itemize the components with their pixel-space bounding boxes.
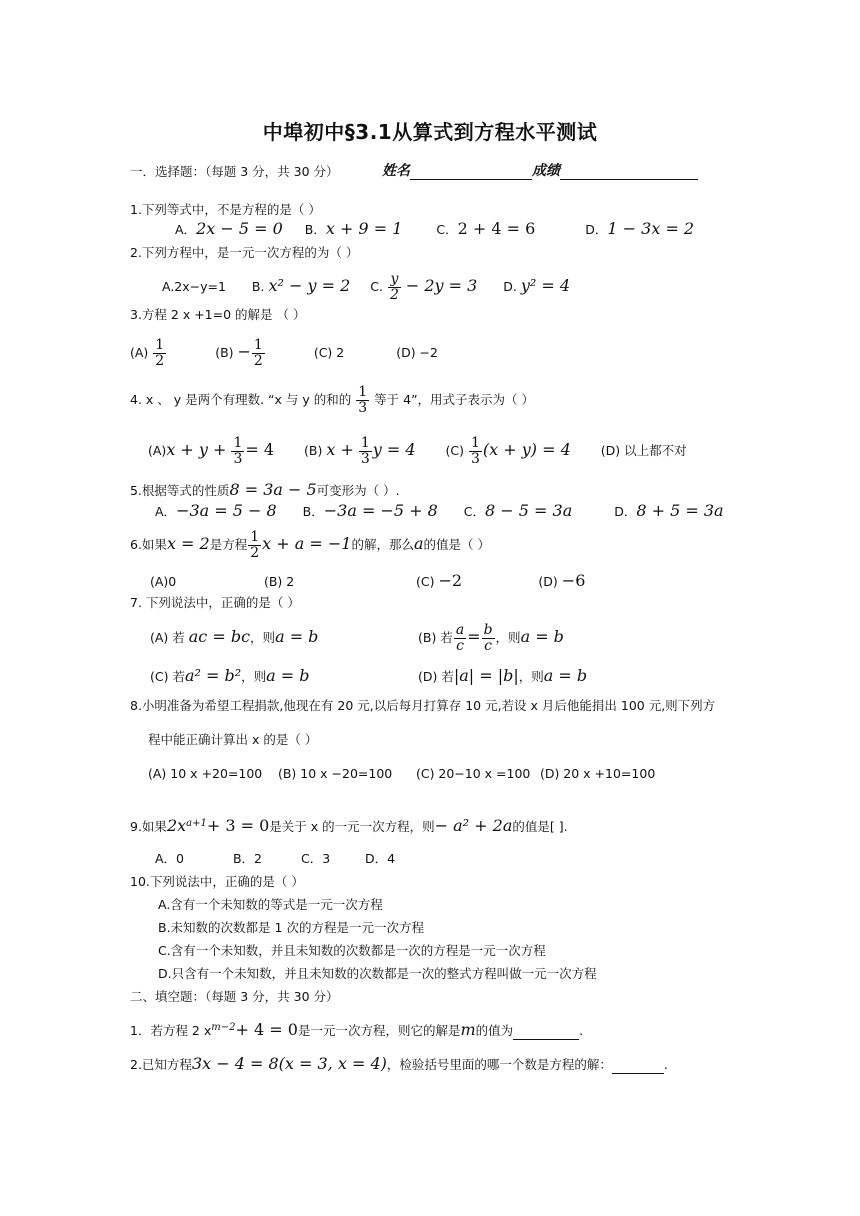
q9-opt-c: C．3	[300, 851, 331, 866]
q5-stem-expr: 8 = 3a − 5	[229, 480, 317, 499]
q9-options	[155, 850, 395, 868]
name-blank[interactable]	[410, 165, 532, 180]
section1-heading: 一．选择题：（每题 3 分，共 30 分）	[130, 164, 339, 179]
q7-opt-a-row	[150, 617, 318, 657]
score-blank[interactable]	[560, 165, 698, 180]
fill1-mid: 是一元一次方程，则它的解是	[297, 1023, 461, 1039]
name-field	[382, 162, 698, 180]
q1-opt-a-expr: 2x − 5 = 0	[196, 219, 283, 238]
q7-opt-c: (C) 若	[150, 669, 185, 684]
q4-opt-a: (A)	[148, 443, 167, 458]
q5-opt-c-expr: 8 − 5 = 3a	[485, 501, 573, 520]
q6-opt-b: (B) 2	[263, 574, 295, 589]
q8-line1: 8.小明准备为希望工程捐款,他现在有 20 元,以后每月打算存 10 元,若设 x 月后他能捐出 100 元,则下列方	[130, 698, 716, 713]
fill1-answer-blank[interactable]	[513, 1025, 579, 1040]
q3-opt-b-fraction: $\frac{1}{2}$	[253, 337, 263, 369]
q5-opt-b: B．	[302, 504, 324, 519]
q9-stem-expr3: − a² + 2a	[434, 816, 513, 836]
fill1-end: .	[579, 1023, 584, 1039]
q1-options	[175, 220, 694, 239]
q9-stem-expr2: + 3 = 0	[206, 816, 270, 836]
q3-stem: 3.方程 2 x +1=0 的解是 （ ）	[130, 307, 306, 322]
q6-stem-a: a	[413, 534, 424, 553]
q5-stem-text-end: 可变形为（ ）.	[316, 483, 400, 498]
fill2	[130, 1055, 668, 1074]
q10-opt-d: D.只含有一个未知数，并且未知数的次数都是一次的整式方程叫做一元一次方程	[158, 966, 597, 981]
q6-stem-text: 6.如果	[130, 537, 167, 552]
q10-opt-b: B.未知数的次数都是 1 次的方程是一元一次方程	[158, 920, 424, 935]
q9-opt-a: A．0	[155, 851, 185, 866]
q8-line2: 程中能正确计算出 x 的是（ ）	[148, 732, 318, 747]
q4-opt-c: (C)	[445, 443, 464, 458]
q8-opt-c: (C) 20−10 x =100	[415, 766, 531, 781]
q6-stem-end: 的值是（ ）	[423, 537, 491, 552]
fill1-post: 的值为	[475, 1023, 514, 1039]
q6-opt-d: (D)	[538, 574, 558, 589]
q5-opt-c: C．	[463, 504, 485, 519]
q6-opt-c-expr: −2	[438, 571, 463, 590]
q2-stem: 2.下列方程中，是一元一次方程的为（ ）	[130, 245, 359, 260]
q5-opt-a: A．	[155, 504, 177, 519]
q4-stem	[130, 380, 534, 420]
q7-opt-d-res: a = b	[543, 666, 588, 685]
fill1-expr: + 4 = 0	[235, 1020, 298, 1040]
q1-opt-c-expr: 2 + 4 = 6	[457, 219, 536, 238]
q4-opt-d: (D) 以上都不对	[600, 443, 687, 458]
q7-opt-c-then: ，则	[241, 669, 267, 684]
q3-opt-c: (C) 2	[313, 345, 345, 360]
q6-opt-d-expr: −6	[561, 571, 586, 590]
q5-opt-a-expr: −3a = 5 − 8	[176, 501, 277, 520]
q6-stem-fraction: $\frac{1}{2}$	[250, 529, 260, 561]
q2-options	[162, 268, 570, 304]
q4-opt-a-fraction: $\frac{1}{3}$	[233, 435, 243, 467]
q2-opt-c-fraction: $\frac{y}{2}$	[389, 271, 399, 303]
q2-opt-d: D.	[503, 279, 517, 294]
q8-opt-d: (D) 20 x +10=100	[539, 766, 656, 781]
q10-opt-c: C.含有一个未知数，并且未知数的次数都是一次的方程是一元一次方程	[158, 943, 546, 958]
q4-opt-a-expr-end: = 4	[245, 440, 275, 459]
q7-opt-b: (B) 若	[418, 630, 453, 645]
q2-opt-c-expr: − 2y = 3	[405, 276, 478, 295]
q3-opt-b: (B)	[215, 345, 234, 360]
name-label: 姓名	[382, 163, 410, 179]
fill2-end: .	[663, 1057, 668, 1072]
q3-opt-a-fraction: $\frac{1}{2}$	[155, 337, 165, 369]
q7-opt-a-expr: ac = bc	[188, 627, 251, 646]
q9-opt-d: D．4	[364, 851, 396, 866]
q7-opt-d-expr: |a| = |b|	[453, 666, 519, 685]
q6-opt-a: (A)0	[150, 574, 177, 589]
q6-stem	[130, 524, 490, 564]
q1-opt-c: C．	[436, 222, 458, 237]
q7-opt-b-frac2: $\frac{b}{c}$	[483, 622, 493, 654]
q5-options	[155, 502, 724, 521]
q1-opt-a: A．	[175, 222, 197, 237]
q7-opt-b-res: a = b	[520, 627, 564, 646]
page-title: 中埠初中§3.1从算式到方程水平测试	[262, 120, 598, 144]
fill2-text: 2.已知方程	[130, 1057, 192, 1072]
fill1-exponent: m−2	[211, 1022, 236, 1033]
q7-opt-a-res: a = b	[275, 627, 319, 646]
q4-stem-text: 4. x 、 y 是两个有理数. “x 与 y 的和的	[130, 392, 352, 407]
q1-opt-b-expr: x + 9 = 1	[325, 219, 403, 238]
q9-stem-mid: 是关于 x 的一元一次方程，则	[269, 819, 435, 835]
q5-opt-d-expr: 8 + 5 = 3a	[636, 501, 724, 520]
q2-opt-a: A.2x−y=1	[162, 279, 226, 294]
section2-heading: 二、填空题：（每题 3 分，共 30 分）	[130, 989, 339, 1004]
q4-opt-b-expr-end: y = 4	[372, 440, 416, 459]
q10-opt-a: A.含有一个未知数的等式是一元一次方程	[158, 897, 383, 912]
q8-opt-a: (A) 10 x +20=100	[148, 766, 263, 781]
q9-stem	[130, 815, 568, 836]
q4-opt-c-expr: (x + y) = 4	[482, 440, 571, 459]
q3-opt-d: (D) −2	[396, 345, 438, 360]
q9-stem-exponent: a+1	[186, 818, 207, 829]
fill2-answer-blank[interactable]	[612, 1059, 664, 1074]
fill2-mid: ，检验括号里面的哪一个数是方程的解：	[386, 1057, 612, 1072]
q2-opt-d-expr: y² = 4	[520, 276, 571, 295]
q7-opt-b-frac1: $\frac{a}{c}$	[455, 622, 465, 654]
q7-opt-b-eq: =	[467, 627, 481, 646]
q7-opt-d-then: ，则	[518, 669, 544, 684]
q9-stem-post: 的值是[ ].	[512, 819, 568, 835]
q9-stem-expr: 2x	[166, 816, 187, 836]
q7-opt-d-row	[418, 667, 587, 686]
q1-opt-b: B．	[304, 222, 326, 237]
q2-opt-b: B.	[251, 279, 265, 294]
q4-opt-b: (B)	[304, 443, 323, 458]
q2-opt-c: C.	[370, 279, 383, 294]
q2-opt-b-expr: x² − y = 2	[268, 276, 351, 295]
q4-opt-b-fraction: $\frac{1}{3}$	[360, 435, 370, 467]
q9-opt-b: B．2	[232, 851, 263, 866]
q3-opt-b-sign: −	[237, 342, 251, 361]
fill1	[130, 1019, 583, 1040]
fill2-expr: 3x − 4 = 8(x = 3, x = 4)	[191, 1054, 387, 1073]
q3-opt-a: (A)	[130, 345, 149, 360]
q1-opt-d-expr: 1 − 3x = 2	[607, 219, 695, 238]
q7-opt-a-then: ，则	[250, 630, 276, 645]
score-label: 成绩	[532, 163, 560, 179]
q7-opt-c-expr: a² = b²	[184, 666, 242, 685]
q6-options	[150, 572, 585, 591]
q7-opt-d: (D) 若	[418, 669, 454, 684]
q4-opt-b-expr: x +	[326, 440, 354, 459]
q6-stem-x: x = 2	[166, 534, 210, 553]
q1-stem: 1.下列等式中，不是方程的是（ ）	[130, 202, 321, 217]
q6-stem-eq: x + a = −1	[262, 534, 352, 553]
q7-opt-a: (A) 若	[150, 630, 185, 645]
q4-opt-a-expr: x + y +	[166, 440, 227, 459]
q7-opt-b-row	[418, 617, 564, 657]
q5-stem	[130, 481, 400, 500]
q4-options	[148, 430, 687, 470]
q1-opt-d: D．	[585, 222, 608, 237]
q7-opt-b-then: ，则	[495, 630, 521, 645]
q5-opt-b-expr: −3a = −5 + 8	[323, 501, 438, 520]
q5-opt-d: D．	[614, 504, 637, 519]
q3-options	[130, 334, 438, 370]
q6-stem-post: 的解，那么	[351, 537, 414, 552]
q7-stem: 7. 下列说法中，正确的是（ ）	[130, 595, 300, 610]
q4-stem-text-end: 等于 4”，用式子表示为（ ）	[374, 392, 535, 407]
q7-opt-c-row	[150, 667, 310, 686]
q4-stem-fraction: $\frac{1}{3}$	[358, 384, 368, 416]
q8-opt-b: (B) 10 x −20=100	[277, 766, 393, 781]
q8-options	[148, 765, 655, 783]
q4-opt-c-fraction: $\frac{1}{3}$	[470, 435, 480, 467]
q6-stem-mid: 是方程	[209, 537, 248, 552]
q5-stem-text: 5.根据等式的性质	[130, 483, 230, 498]
q10-stem: 10.下列说法中，正确的是（ ）	[130, 874, 304, 889]
q7-opt-c-res: a = b	[266, 666, 310, 685]
fill1-m: m	[460, 1020, 476, 1040]
q9-stem-text: 9.如果	[130, 819, 167, 835]
fill1-text: 1．若方程 2 x	[130, 1023, 212, 1039]
q6-opt-c: (C)	[415, 574, 435, 589]
